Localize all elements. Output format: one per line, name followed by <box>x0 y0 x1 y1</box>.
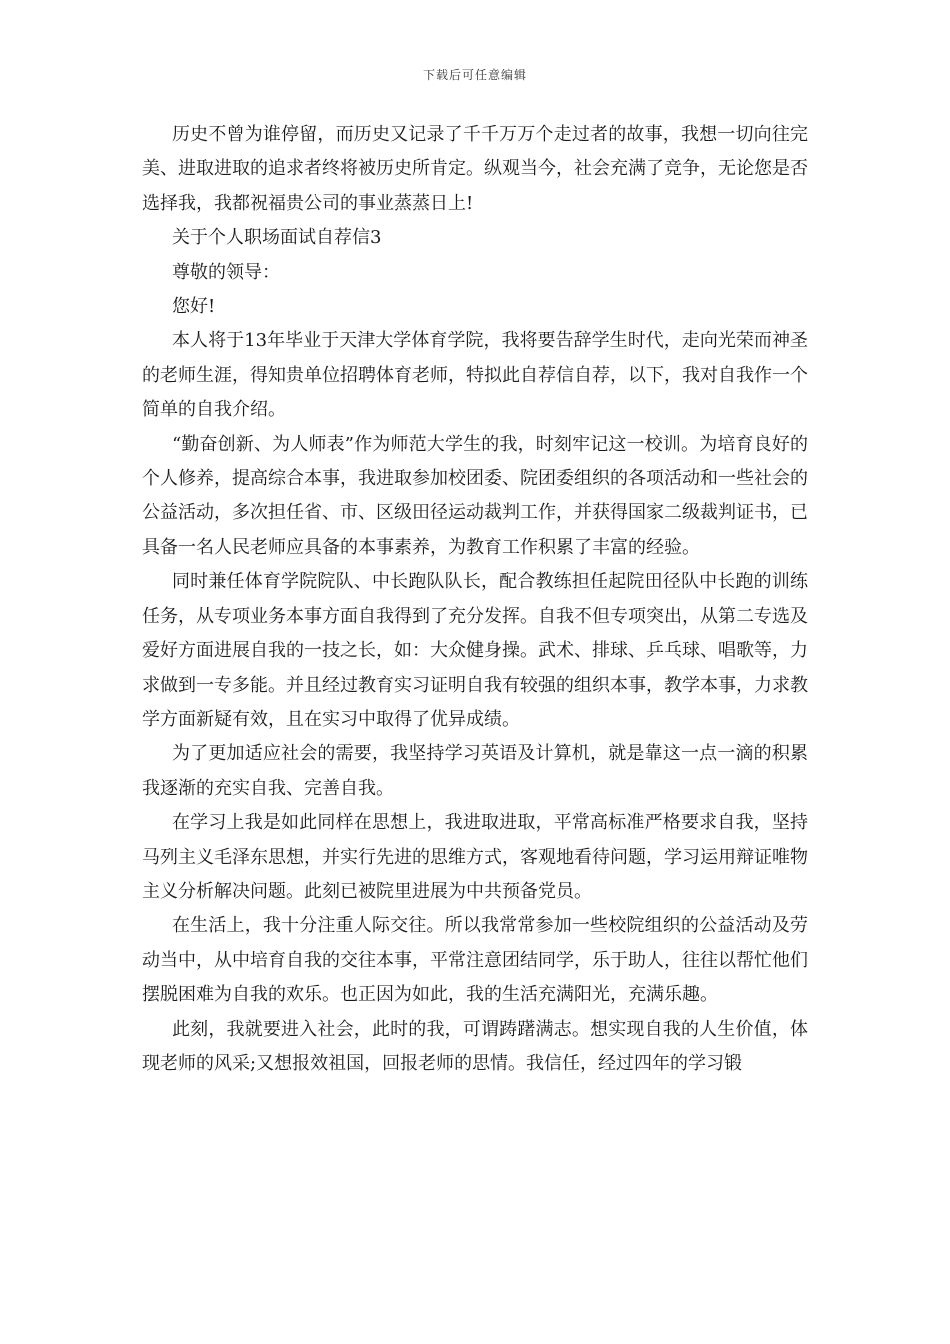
paragraph-team-captain: 同时兼任体育学院院队、中长跑队队长，配合教练担任起院田径队中长跑的训练任务，从专项业务本事方面自我得到了充分发挥。自我不但专项突出，从第二专选及爱好方面进展自我的一技之长，如：大众健身操。武术、排球、乒乓球、唱歌等，力求做到一专多能。并且经过教育实习证明自我有较强的组织本事，教学本事，力求教学方面新疑有效，且在实习中取得了优异成绩。 <box>142 571 808 730</box>
paragraph-english-computer: 为了更加适应社会的需要，我坚持学习英语及计算机，就是靠这一点一滴的积累我逐渐的充实自我、完善自我。 <box>142 743 808 799</box>
paragraph-study-thought: 在学习上我是如此同样在思想上，我进取进取，平常高标准严格要求自我，坚持马列主义毛泽东思想，并实行先进的思维方式，客观地看待问题，学习运用辩证唯物主义分析解决问题。此刻已被院里进展为中共预备党员。 <box>142 812 808 902</box>
paragraph-school-motto: “勤奋创新、为人师表”作为师范大学生的我，时刻牢记这一校训。为培育良好的个人修养，提高综合本事，我进取参加校团委、院团委组织的各项活动和一些社会的公益活动，多次担任省、市、区级田径运动裁判工作，并获得国家二级裁判证书，已具备一名人民老师应具备的本事素养，为教育工作积累了丰富的经验。 <box>142 433 808 558</box>
section-title: 关于个人职场面试自荐信3 <box>172 227 382 249</box>
page-header: 下载后可任意编辑 <box>422 68 527 82</box>
paragraph-entering-society: 此刻，我就要进入社会，此时的我，可谓踌躇满志。想实现自我的人生价值，体现老师的风采;又想报效祖国，回报老师的思情。我信任，经过四年的学习锻 <box>142 1018 808 1074</box>
paragraph-life: 在生活上，我十分注重人际交往。所以我常常参加一些校院组织的公益活动及劳动当中，从中培育自我的交往本事，平常注意团结同学，乐于助人，往往以帮忙他们摆脱困难为自我的欢乐。也正因为如此，我的生活充满阳光，充满乐趣。 <box>142 915 808 1006</box>
salutation: 尊敬的领导： <box>172 261 280 283</box>
greeting: 您好! <box>172 296 216 318</box>
paragraph-introduction: 本人将于13年毕业于天津大学体育学院，我将要告辞学生时代，走向光荣而神圣的老师生涯，得知贵单位招聘体育老师，特拟此自荐信自荐，以下，我对自我作一个简单的自我介绍。 <box>142 330 808 421</box>
document-body <box>142 118 808 1081</box>
paragraph-closing-wishes: 历史不曾为谁停留，而历史又记录了千千万万个走过者的故事，我想一切向往完美、进取进取的追求者终将被历史所肯定。纵观当今，社会充满了竞争，无论您是否选择我，我都祝福贵公司的事业蒸蒸日上! <box>142 124 808 214</box>
